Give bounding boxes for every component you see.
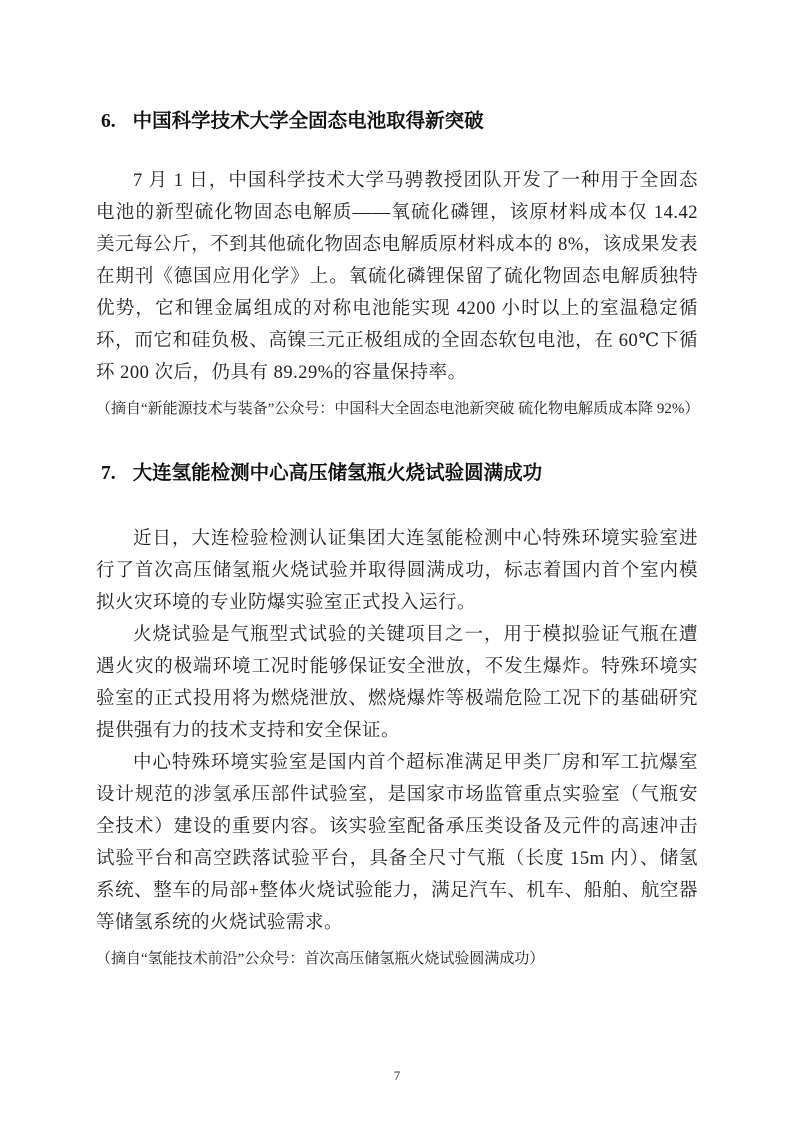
section-6-heading <box>96 108 698 135</box>
section-7-paragraph-2: 火烧试验是气瓶型式试验的关键项目之一，用于模拟验证气瓶在遭遇火灾的极端环境工况时能够保证安全泄放，不发生爆炸。特殊环境实验室的正式投用将为燃烧泄放、燃烧爆炸等极端危险工况下的基础研究提供强有力的技术支持和安全保证。 <box>96 625 698 741</box>
section-ustc-battery <box>96 108 698 422</box>
section-7-title: 大连氢能检测中心高压储氢瓶火烧试验圆满成功 <box>132 463 543 484</box>
section-7-number: 7. <box>101 463 116 484</box>
section-6-number: 6. <box>101 111 116 132</box>
section-dalian-hydrogen <box>96 460 698 972</box>
section-7-paragraph-1: 近日，大连检验检测认证集团大连氢能检测中心特殊环境实验室进行了首次高压储氢瓶火烧试验并取得圆满成功，标志着国内首个室内模拟火灾环境的专业防爆实验室正式投入运行。 <box>96 529 698 613</box>
section-7-paragraph-3: 中心特殊环境实验室是国内首个超标准满足甲类厂房和军工抗爆室设计规范的涉氢承压部件试验室，是国家市场监管重点实验室（气瓶安全技术）建设的重要内容。该实验室配备承压类设备及元件的高速冲击试验平台和高空跌落试验平台，具备全尺寸气瓶（长度 15m 内）、储氢系统、整车的局部+整体火烧试验能力，满足汽车、机车、船舶、航空器等储氢系统的火烧试验需求。 <box>96 753 698 933</box>
section-6-paragraph-1: 7 月 1 日，中国科学技术大学马骋教授团队开发了一种用于全固态电池的新型硫化物固态电解质——氧硫化磷锂，该原材料成本仅 14.42 美元每公斤，不到其他硫化物固态电解质原材料成本的 8%，该成果发表在期刊《德国应用化学》上。氧硫化磷锂保留了硫化物固态电解质独特优势，它和锂金属组成的对称电池能实现 4200 小时以上的室温稳定循环，而它和硅负极、高镍三元正极组成的全固态软包电池，在 60℃下循环 200 次后，仍具有 89.29%的容量保持率。 <box>96 171 698 383</box>
section-7-citation: （摘自“氢能技术前沿”公众号：首次高压储氢瓶火烧试验圆满成功） <box>96 951 545 967</box>
page-number: 7 <box>393 1068 401 1083</box>
section-6-title: 中国科学技术大学全固态电池取得新突破 <box>132 111 484 132</box>
section-6-citation: （摘自“新能源技术与装备”公众号：中国科大全固态电池新突破 硫化物电解质成本降 92%） <box>96 401 700 417</box>
section-7-heading <box>96 460 698 487</box>
